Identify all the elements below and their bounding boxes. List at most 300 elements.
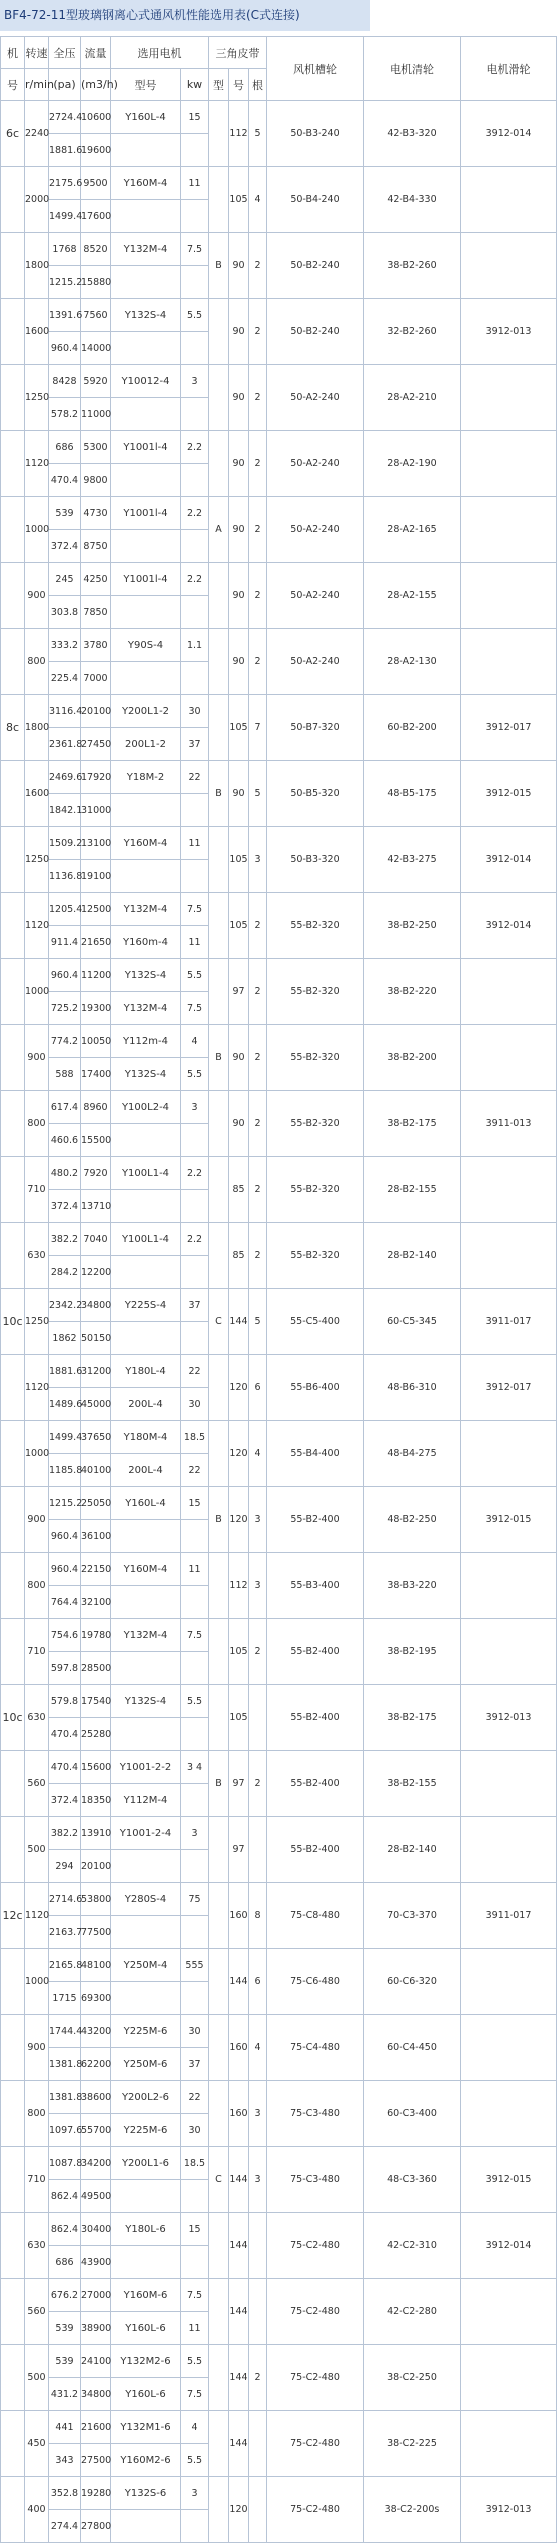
- pressure: 539: [49, 497, 81, 530]
- motor-model: [111, 1850, 181, 1883]
- motor-sheave: [461, 1223, 557, 1289]
- column-header: 号: [1, 69, 25, 101]
- column-header: 三角皮带: [209, 37, 267, 69]
- motor-sheave: [461, 1157, 557, 1223]
- column-header: kw: [181, 69, 209, 101]
- belt-count: 2: [249, 1619, 267, 1685]
- motor-model: Y160L-6: [111, 2378, 181, 2411]
- motor-model: [111, 662, 181, 695]
- pressure: 225.4: [49, 662, 81, 695]
- belt-type: [209, 959, 229, 1025]
- pressure: 1499.4: [49, 1421, 81, 1454]
- pressure: 8428: [49, 365, 81, 398]
- motor-kw: 37: [181, 1289, 209, 1322]
- belt-no: 160: [229, 2015, 249, 2081]
- fan-pulley: 50-B5-320: [267, 761, 364, 827]
- motor-model: Y160M2-6: [111, 2444, 181, 2477]
- machine-no: 10c: [1, 1289, 25, 1355]
- motor-sheave: [461, 1421, 557, 1487]
- pressure: 372.4: [49, 1190, 81, 1223]
- flow: 28500: [81, 1652, 111, 1685]
- pressure: 470.4: [49, 1751, 81, 1784]
- fan-pulley: 55-B2-400: [267, 1751, 364, 1817]
- pressure: 294: [49, 1850, 81, 1883]
- motor-model: Y200L2-6: [111, 2081, 181, 2114]
- flow: 19780: [81, 1619, 111, 1652]
- speed: 400: [25, 2477, 49, 2543]
- pressure: 441: [49, 2411, 81, 2444]
- table-row: [1, 1751, 557, 1784]
- flow: 4250: [81, 563, 111, 596]
- spec-table: [0, 36, 557, 2543]
- fan-pulley: 50-B2-240: [267, 233, 364, 299]
- flow: 7040: [81, 1223, 111, 1256]
- speed: 1120: [25, 1355, 49, 1421]
- pressure: 1715: [49, 1982, 81, 2015]
- motor-pulley: 48-B4-275: [364, 1421, 461, 1487]
- motor-kw: [181, 1190, 209, 1223]
- motor-sheave: [461, 365, 557, 431]
- machine-no: [1, 893, 25, 959]
- fan-pulley: 50-A2-240: [267, 629, 364, 695]
- motor-model: Y100L1-4: [111, 1157, 181, 1190]
- motor-model: Y200L1-6: [111, 2147, 181, 2180]
- speed: 1000: [25, 1421, 49, 1487]
- flow: 27500: [81, 2444, 111, 2477]
- machine-no: [1, 1355, 25, 1421]
- table-row: [1, 497, 557, 530]
- flow: 18350: [81, 1784, 111, 1817]
- fan-pulley: 55-B2-400: [267, 1817, 364, 1883]
- pressure: 2724.4: [49, 101, 81, 134]
- flow: 25280: [81, 1718, 111, 1751]
- motor-model: Y160m-4: [111, 926, 181, 959]
- motor-kw: 15: [181, 101, 209, 134]
- belt-count: 3: [249, 1487, 267, 1553]
- flow: 13910: [81, 1817, 111, 1850]
- table-row: [1, 1289, 557, 1322]
- motor-model: [111, 1586, 181, 1619]
- belt-type: [209, 2081, 229, 2147]
- motor-sheave: [461, 1025, 557, 1091]
- motor-sheave: [461, 1949, 557, 2015]
- fan-pulley: 50-A2-240: [267, 497, 364, 563]
- pressure: 960.4: [49, 1553, 81, 1586]
- motor-model: Y132S-4: [111, 299, 181, 332]
- flow: 8960: [81, 1091, 111, 1124]
- table-row: [1, 629, 557, 662]
- speed: 710: [25, 2147, 49, 2213]
- flow: 31000: [81, 794, 111, 827]
- table-row: [1, 299, 557, 332]
- machine-no: [1, 2411, 25, 2477]
- flow: 8520: [81, 233, 111, 266]
- pressure: 676.2: [49, 2279, 81, 2312]
- pressure: 578.2: [49, 398, 81, 431]
- belt-no: 105: [229, 167, 249, 233]
- motor-kw: 7.5: [181, 992, 209, 1025]
- speed: 1250: [25, 365, 49, 431]
- motor-model: Y132S-4: [111, 1058, 181, 1091]
- pressure: 274.4: [49, 2510, 81, 2543]
- motor-sheave: 3912-015: [461, 1487, 557, 1553]
- pressure: 382.2: [49, 1223, 81, 1256]
- machine-no: [1, 761, 25, 827]
- motor-pulley: 70-C3-370: [364, 1883, 461, 1949]
- pressure: 539: [49, 2312, 81, 2345]
- speed: 560: [25, 2279, 49, 2345]
- flow: 13710: [81, 1190, 111, 1223]
- belt-type: [209, 431, 229, 497]
- table-row: [1, 365, 557, 398]
- flow: 15880: [81, 266, 111, 299]
- belt-type: [209, 563, 229, 629]
- motor-sheave: 3912-017: [461, 1355, 557, 1421]
- belt-no: 144: [229, 1289, 249, 1355]
- speed: 800: [25, 2081, 49, 2147]
- motor-model: Y100L1-4: [111, 1223, 181, 1256]
- table-row: [1, 1817, 557, 1850]
- page-title: BF4-72-11型玻璃钢离心式通风机性能选用表(C式连接): [0, 0, 370, 31]
- motor-pulley: 28-A2-190: [364, 431, 461, 497]
- pressure: 862.4: [49, 2213, 81, 2246]
- motor-model: [111, 266, 181, 299]
- machine-no: 12c: [1, 1883, 25, 1949]
- machine-no: [1, 1025, 25, 1091]
- motor-kw: [181, 1718, 209, 1751]
- pressure: 1205.4: [49, 893, 81, 926]
- pressure: 725.2: [49, 992, 81, 1025]
- motor-model: [111, 860, 181, 893]
- motor-pulley: 42-B3-275: [364, 827, 461, 893]
- belt-count: 2: [249, 1091, 267, 1157]
- column-header: 选用电机: [111, 37, 209, 69]
- belt-no: 120: [229, 2477, 249, 2543]
- motor-model: [111, 1256, 181, 1289]
- motor-pulley: 38-B2-220: [364, 959, 461, 1025]
- motor-sheave: [461, 2411, 557, 2477]
- motor-model: Y132M-4: [111, 992, 181, 1025]
- motor-kw: 75: [181, 1883, 209, 1916]
- pressure: 1768: [49, 233, 81, 266]
- belt-count: 3: [249, 2081, 267, 2147]
- pressure: 1215.2: [49, 266, 81, 299]
- motor-model: Y225M-6: [111, 2015, 181, 2048]
- flow: 32100: [81, 1586, 111, 1619]
- flow: 43200: [81, 2015, 111, 2048]
- pressure: 539: [49, 2345, 81, 2378]
- motor-kw: 11: [181, 827, 209, 860]
- pressure: 911.4: [49, 926, 81, 959]
- speed: 1600: [25, 761, 49, 827]
- flow: 34200: [81, 2147, 111, 2180]
- motor-pulley: 38-B2-195: [364, 1619, 461, 1685]
- machine-no: [1, 1091, 25, 1157]
- belt-count: 6: [249, 1949, 267, 2015]
- fan-pulley: 50-B3-240: [267, 101, 364, 167]
- motor-pulley: 48-C3-360: [364, 2147, 461, 2213]
- motor-model: Y180M-4: [111, 1421, 181, 1454]
- table-row: [1, 761, 557, 794]
- motor-kw: 15: [181, 2213, 209, 2246]
- speed: 1120: [25, 431, 49, 497]
- flow: 77500: [81, 1916, 111, 1949]
- flow: 25050: [81, 1487, 111, 1520]
- machine-no: [1, 431, 25, 497]
- belt-no: 105: [229, 1685, 249, 1751]
- speed: 450: [25, 2411, 49, 2477]
- motor-model: [111, 1322, 181, 1355]
- fan-pulley: 75-C3-480: [267, 2147, 364, 2213]
- motor-sheave: [461, 167, 557, 233]
- belt-no: 90: [229, 497, 249, 563]
- flow: 7000: [81, 662, 111, 695]
- flow: 50150: [81, 1322, 111, 1355]
- motor-model: Y10012-4: [111, 365, 181, 398]
- belt-no: 105: [229, 893, 249, 959]
- belt-type: [209, 1619, 229, 1685]
- motor-kw: 30: [181, 2015, 209, 2048]
- flow: 19600: [81, 134, 111, 167]
- pressure: 372.4: [49, 530, 81, 563]
- belt-count: 3: [249, 827, 267, 893]
- motor-model: Y160L-4: [111, 1487, 181, 1520]
- motor-pulley: 38-B2-155: [364, 1751, 461, 1817]
- motor-kw: 30: [181, 1388, 209, 1421]
- table-row: [1, 1619, 557, 1652]
- motor-kw: [181, 398, 209, 431]
- machine-no: [1, 827, 25, 893]
- fan-pulley: 75-C3-480: [267, 2081, 364, 2147]
- belt-no: 97: [229, 1751, 249, 1817]
- speed: 1800: [25, 233, 49, 299]
- flow: 27000: [81, 2279, 111, 2312]
- fan-pulley: 55-B2-320: [267, 959, 364, 1025]
- motor-sheave: 3912-014: [461, 893, 557, 959]
- fan-pulley: 75-C4-480: [267, 2015, 364, 2081]
- motor-kw: 3: [181, 365, 209, 398]
- belt-type: [209, 1949, 229, 2015]
- speed: 900: [25, 2015, 49, 2081]
- motor-model: [111, 1982, 181, 2015]
- flow: 27800: [81, 2510, 111, 2543]
- motor-kw: 4: [181, 2411, 209, 2444]
- belt-type: [209, 2213, 229, 2279]
- flow: 21600: [81, 2411, 111, 2444]
- motor-kw: 11: [181, 167, 209, 200]
- speed: 500: [25, 1817, 49, 1883]
- motor-kw: [181, 200, 209, 233]
- fan-pulley: 75-C2-480: [267, 2279, 364, 2345]
- motor-pulley: 60-C3-400: [364, 2081, 461, 2147]
- flow: 9800: [81, 464, 111, 497]
- motor-pulley: 38-B2-200: [364, 1025, 461, 1091]
- motor-model: Y132S-4: [111, 959, 181, 992]
- motor-sheave: [461, 2015, 557, 2081]
- motor-kw: 3: [181, 1091, 209, 1124]
- fan-pulley: 75-C2-480: [267, 2213, 364, 2279]
- motor-model: [111, 1190, 181, 1223]
- motor-pulley: 38-B2-260: [364, 233, 461, 299]
- belt-type: [209, 299, 229, 365]
- motor-sheave: [461, 1817, 557, 1883]
- motor-sheave: [461, 233, 557, 299]
- table-row: [1, 1355, 557, 1388]
- flow: 38600: [81, 2081, 111, 2114]
- motor-pulley: 28-B2-140: [364, 1817, 461, 1883]
- speed: 500: [25, 2345, 49, 2411]
- belt-type: C: [209, 1289, 229, 1355]
- motor-pulley: 48-B2-250: [364, 1487, 461, 1553]
- belt-count: 2: [249, 431, 267, 497]
- machine-no: [1, 563, 25, 629]
- flow: 37650: [81, 1421, 111, 1454]
- motor-kw: [181, 2246, 209, 2279]
- motor-model: Y200L1-2: [111, 695, 181, 728]
- machine-no: [1, 2147, 25, 2213]
- belt-type: B: [209, 1487, 229, 1553]
- motor-kw: [181, 464, 209, 497]
- speed: 900: [25, 1487, 49, 1553]
- motor-pulley: 48-B6-310: [364, 1355, 461, 1421]
- motor-kw: [181, 1784, 209, 1817]
- table-row: [1, 959, 557, 992]
- motor-sheave: 3912-014: [461, 827, 557, 893]
- motor-kw: [181, 860, 209, 893]
- motor-model: [111, 596, 181, 629]
- motor-kw: 1.1: [181, 629, 209, 662]
- motor-model: Y90S-4: [111, 629, 181, 662]
- motor-sheave: 3912-015: [461, 761, 557, 827]
- belt-no: 105: [229, 695, 249, 761]
- motor-sheave: 3912-015: [461, 2147, 557, 2213]
- belt-count: 8: [249, 1883, 267, 1949]
- machine-no: [1, 2081, 25, 2147]
- motor-kw: [181, 596, 209, 629]
- pressure: 343: [49, 2444, 81, 2477]
- belt-type: [209, 2345, 229, 2411]
- motor-model: Y180L-4: [111, 1355, 181, 1388]
- flow: 48100: [81, 1949, 111, 1982]
- belt-no: 144: [229, 1949, 249, 2015]
- pressure: 579.8: [49, 1685, 81, 1718]
- flow: 9500: [81, 167, 111, 200]
- pressure: 480.2: [49, 1157, 81, 1190]
- motor-sheave: [461, 563, 557, 629]
- pressure: 3116.4: [49, 695, 81, 728]
- belt-no: 120: [229, 1355, 249, 1421]
- table-row: [1, 1553, 557, 1586]
- motor-kw: 5.5: [181, 1058, 209, 1091]
- motor-kw: [181, 2180, 209, 2213]
- belt-count: 2: [249, 563, 267, 629]
- belt-count: [249, 1685, 267, 1751]
- motor-kw: 5.5: [181, 959, 209, 992]
- table-row: [1, 563, 557, 596]
- motor-pulley: 28-A2-165: [364, 497, 461, 563]
- belt-no: 144: [229, 2345, 249, 2411]
- belt-count: 2: [249, 497, 267, 563]
- motor-model: Y180L-6: [111, 2213, 181, 2246]
- fan-pulley: 55-B6-400: [267, 1355, 364, 1421]
- belt-count: [249, 2279, 267, 2345]
- flow: 19300: [81, 992, 111, 1025]
- belt-count: 5: [249, 761, 267, 827]
- motor-kw: [181, 1124, 209, 1157]
- motor-model: Y160L-6: [111, 2312, 181, 2345]
- motor-kw: 18.5: [181, 1421, 209, 1454]
- belt-count: 2: [249, 959, 267, 1025]
- pressure: 588: [49, 1058, 81, 1091]
- belt-type: [209, 893, 229, 959]
- table-row: [1, 695, 557, 728]
- fan-pulley: 75-C2-480: [267, 2411, 364, 2477]
- column-header: 型号: [111, 69, 181, 101]
- machine-no: [1, 2015, 25, 2081]
- speed: 630: [25, 2213, 49, 2279]
- pressure: 754.6: [49, 1619, 81, 1652]
- motor-sheave: [461, 629, 557, 695]
- pressure: 764.4: [49, 1586, 81, 1619]
- belt-type: [209, 101, 229, 167]
- machine-no: [1, 1223, 25, 1289]
- belt-count: 6: [249, 1355, 267, 1421]
- motor-kw: [181, 1916, 209, 1949]
- flow: 4730: [81, 497, 111, 530]
- pressure: 960.4: [49, 1520, 81, 1553]
- pressure: 686: [49, 2246, 81, 2279]
- motor-kw: 2.2: [181, 431, 209, 464]
- motor-model: 200L-4: [111, 1388, 181, 1421]
- motor-kw: [181, 1256, 209, 1289]
- flow: 10600: [81, 101, 111, 134]
- pressure: 960.4: [49, 332, 81, 365]
- pressure: 1489.6: [49, 1388, 81, 1421]
- machine-no: [1, 2477, 25, 2543]
- table-row: [1, 2279, 557, 2312]
- motor-pulley: 60-C5-345: [364, 1289, 461, 1355]
- speed: 1120: [25, 1883, 49, 1949]
- fan-pulley: 55-B2-320: [267, 1157, 364, 1223]
- fan-pulley: 50-A2-240: [267, 431, 364, 497]
- machine-no: [1, 629, 25, 695]
- pressure: 1136.8: [49, 860, 81, 893]
- belt-count: 5: [249, 101, 267, 167]
- belt-type: [209, 167, 229, 233]
- pressure: 1381.8: [49, 2048, 81, 2081]
- pressure: 1881.6: [49, 134, 81, 167]
- flow: 7560: [81, 299, 111, 332]
- motor-kw: 11: [181, 2312, 209, 2345]
- flow: 20100: [81, 695, 111, 728]
- flow: 24100: [81, 2345, 111, 2378]
- motor-sheave: 3911-017: [461, 1289, 557, 1355]
- motor-kw: 5.5: [181, 2444, 209, 2477]
- belt-count: 3: [249, 2147, 267, 2213]
- motor-model: Y280S-4: [111, 1883, 181, 1916]
- pressure: 2342.2: [49, 1289, 81, 1322]
- motor-model: Y250M-6: [111, 2048, 181, 2081]
- belt-type: [209, 1553, 229, 1619]
- flow: 14000: [81, 332, 111, 365]
- motor-model: Y1001l-4: [111, 497, 181, 530]
- speed: 1800: [25, 695, 49, 761]
- belt-count: 4: [249, 167, 267, 233]
- motor-pulley: 48-B5-175: [364, 761, 461, 827]
- motor-pulley: 38-B2-250: [364, 893, 461, 959]
- motor-pulley: 38-B2-175: [364, 1685, 461, 1751]
- motor-pulley: 60-C6-320: [364, 1949, 461, 2015]
